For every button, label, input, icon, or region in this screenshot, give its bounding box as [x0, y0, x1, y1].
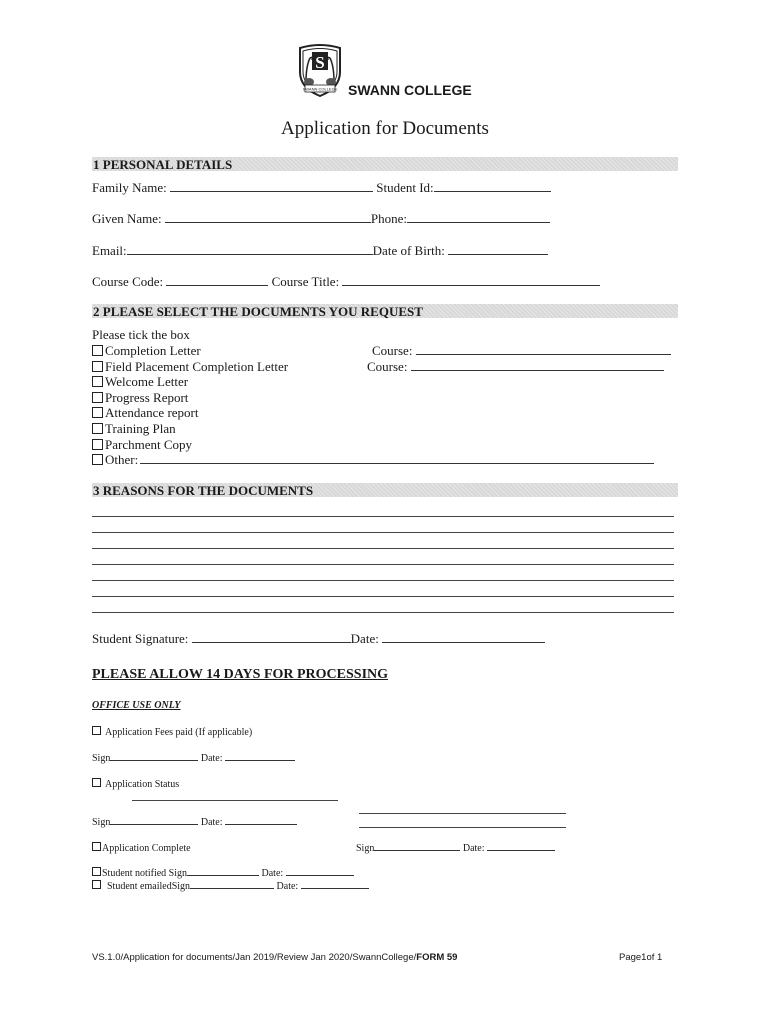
sign-label: Sign [92, 753, 111, 764]
application-status-row[interactable] [92, 778, 179, 790]
student-id-field[interactable] [434, 180, 551, 192]
sign-field[interactable] [374, 842, 460, 851]
given-name-label: Given Name: [92, 211, 162, 226]
sign-field[interactable] [190, 880, 274, 889]
student-signature-field[interactable] [192, 631, 351, 643]
course-title-field[interactable] [342, 274, 600, 286]
form-title: Application for Documents [281, 118, 489, 139]
option-attendance-report[interactable] [92, 405, 198, 421]
sign-field[interactable] [110, 816, 198, 825]
reason-line[interactable] [92, 532, 674, 533]
email-label: Email: [92, 243, 127, 258]
option-label: Attendance report [105, 405, 199, 420]
status-line[interactable] [359, 813, 566, 814]
checkbox-icon[interactable] [92, 345, 103, 356]
date-label: Date: [200, 753, 223, 764]
checkbox-icon[interactable] [92, 407, 103, 418]
option-progress-report[interactable] [92, 390, 188, 406]
date-field[interactable] [225, 752, 295, 761]
phone-label: Phone: [370, 211, 408, 226]
date-field[interactable] [301, 880, 369, 889]
checkbox-icon[interactable] [92, 423, 103, 434]
option-training-plan[interactable] [92, 421, 176, 437]
email-row [92, 243, 548, 259]
sign-label: Sign [356, 843, 375, 854]
option-label: Other: [105, 452, 139, 467]
option-completion-letter[interactable] [92, 343, 201, 359]
signature-date-field[interactable] [382, 631, 545, 643]
checkbox-icon[interactable] [92, 880, 101, 889]
section-personal-details-heading: 1 PERSONAL DETAILS [92, 157, 678, 171]
fees-paid-label: Application Fees paid (If applicable) [105, 727, 253, 738]
completion-course-row [372, 343, 671, 359]
status-line[interactable] [132, 800, 338, 801]
reason-line[interactable] [92, 564, 674, 565]
family-name-row [92, 180, 551, 196]
option-parchment-copy[interactable] [92, 437, 192, 453]
placement-course-field[interactable] [411, 359, 664, 371]
checkbox-icon[interactable] [92, 376, 103, 387]
dob-label: Date of Birth: [372, 243, 445, 258]
completion-course-field[interactable] [416, 343, 671, 355]
college-logo [292, 42, 348, 98]
fees-paid-row[interactable] [92, 726, 252, 738]
application-status-label: Application Status [105, 779, 180, 790]
processing-notice: PLEASE ALLOW 14 DAYS FOR PROCESSING [92, 667, 389, 682]
checkbox-icon[interactable] [92, 778, 101, 787]
option-label: Completion Letter [105, 343, 201, 358]
student-notified-row [92, 867, 354, 879]
sign-field[interactable] [110, 752, 198, 761]
option-field-placement-letter[interactable] [92, 359, 288, 375]
footer-form-number: FORM 59 [416, 952, 458, 963]
sign-label: Sign [92, 817, 111, 828]
checkbox-icon[interactable] [92, 842, 101, 851]
student-emailed-row [92, 880, 369, 892]
section-documents-heading: 2 PLEASE SELECT THE DOCUMENTS YOU REQUEST [92, 304, 678, 318]
status-sign-row [92, 816, 297, 828]
phone-field[interactable] [407, 211, 550, 223]
footer-page-number: Page1of 1 [619, 952, 663, 963]
checkbox-icon[interactable] [92, 867, 101, 876]
option-label: Parchment Copy [105, 437, 193, 452]
application-complete-label: Application Complete [102, 843, 191, 854]
student-id-label: Student Id: [376, 180, 434, 195]
option-label: Training Plan [105, 421, 176, 436]
date-label: Date: [276, 881, 299, 892]
reason-line[interactable] [92, 580, 674, 581]
college-name: SWANN COLLEGE [348, 82, 472, 98]
date-field[interactable] [225, 816, 297, 825]
reason-line[interactable] [92, 612, 674, 613]
course-label: Course: [367, 359, 408, 374]
svg-text:SWANN COLLEGE: SWANN COLLEGE [302, 86, 338, 92]
student-signature-label: Student Signature: [92, 631, 189, 646]
option-label: Welcome Letter [105, 374, 189, 389]
checkbox-icon[interactable] [92, 361, 103, 372]
svg-text:S: S [315, 53, 325, 72]
sign-field[interactable] [187, 867, 259, 876]
family-name-label: Family Name: [92, 180, 167, 195]
reason-line[interactable] [92, 516, 674, 517]
dob-field[interactable] [448, 243, 548, 255]
checkbox-icon[interactable] [92, 726, 101, 735]
student-emailed-label: Student emailedSign [107, 881, 191, 892]
tick-instruction: Please tick the box [92, 327, 190, 342]
footer-ref-text: VS.1.0/Application for documents/Jan 2019/Review Jan 2020/SwannCollege/ [92, 952, 417, 963]
option-welcome-letter[interactable] [92, 374, 188, 390]
family-name-field[interactable] [170, 180, 373, 192]
date-label: Date: [462, 843, 485, 854]
signature-row [92, 631, 545, 647]
student-notified-label: Student notified Sign [102, 868, 187, 879]
placement-course-row [367, 359, 664, 375]
reason-line[interactable] [92, 548, 674, 549]
email-field[interactable] [127, 243, 373, 255]
date-label: Date: [261, 868, 284, 879]
application-complete-row[interactable] [92, 842, 191, 854]
footer-document-ref [92, 952, 457, 963]
checkbox-icon[interactable] [92, 392, 103, 403]
option-label: Progress Report [105, 390, 189, 405]
course-code-label: Course Code: [92, 274, 164, 289]
fees-sign-row [92, 752, 295, 764]
checkbox-icon[interactable] [92, 439, 103, 450]
complete-sign-row [356, 842, 555, 854]
status-line[interactable] [359, 827, 566, 828]
other-field[interactable] [140, 452, 654, 464]
course-code-field[interactable] [166, 274, 268, 286]
date-label: Date: [200, 817, 223, 828]
office-use-heading: OFFICE USE ONLY [92, 700, 181, 711]
checkbox-icon[interactable] [92, 454, 103, 465]
course-label: Course: [372, 343, 413, 358]
date-field[interactable] [286, 867, 354, 876]
option-other[interactable] [92, 452, 654, 468]
date-field[interactable] [487, 842, 555, 851]
signature-date-label: Date: [350, 631, 379, 646]
course-title-label: Course Title: [271, 274, 340, 289]
course-row [92, 274, 600, 290]
reason-line[interactable] [92, 596, 674, 597]
given-name-field[interactable] [165, 211, 371, 223]
option-label: Field Placement Completion Letter [105, 359, 289, 374]
given-name-row [92, 211, 550, 227]
section-reasons-heading: 3 REASONS FOR THE DOCUMENTS [92, 483, 678, 497]
